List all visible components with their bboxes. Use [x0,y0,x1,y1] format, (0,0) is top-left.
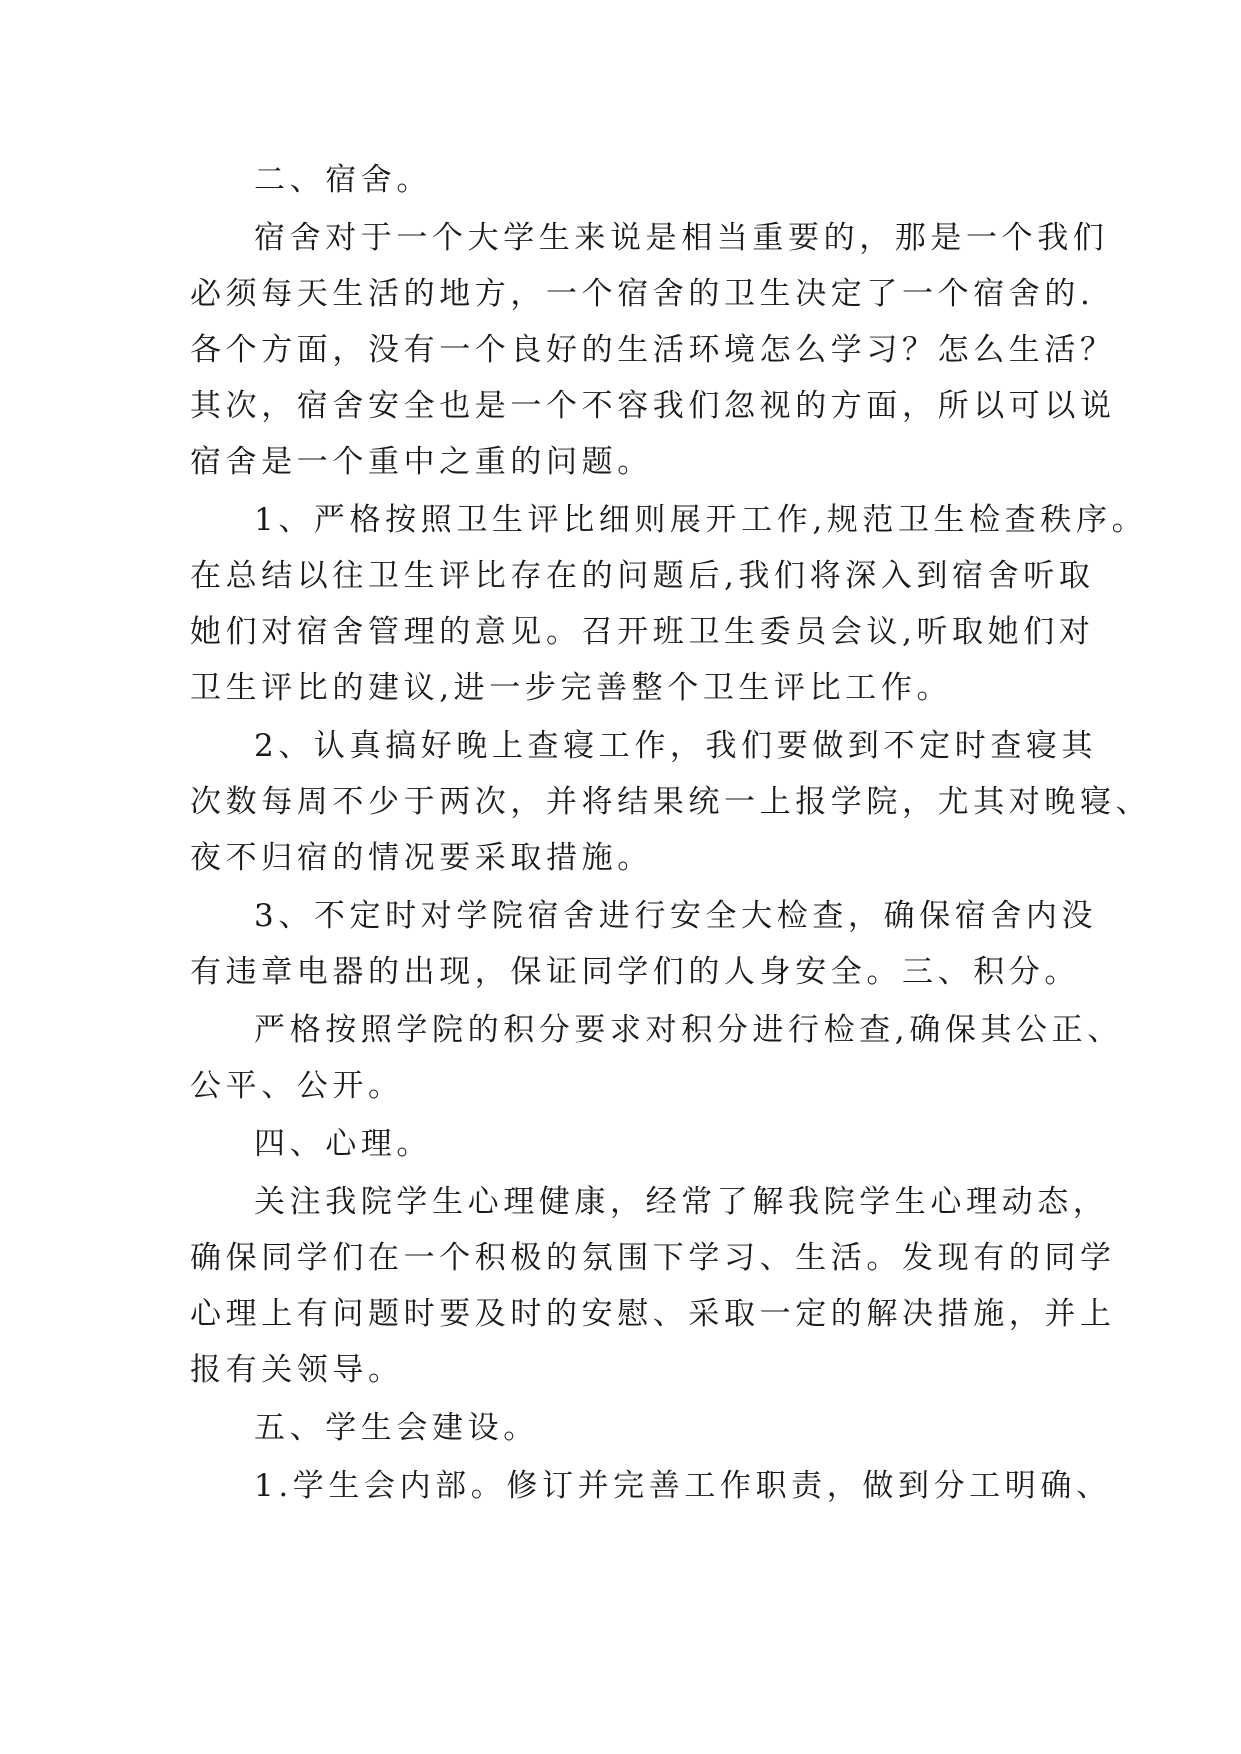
list-item-line: 3、不定时对学院宿舍进行安全大检查，确保宿舍内没 [254,898,1098,934]
list-item-line: 2、认真搞好晚上查寝工作，我们要做到不定时查寝其 [254,728,1098,764]
list-item-line: 1、严格按照卫生评比细则展开工作,规范卫生检查秩序。 [254,502,1148,538]
paragraph-line: 有违章电器的出现，保证同学们的人身安全。三、积分。 [190,954,1080,990]
paragraph-line: 其次，宿舍安全也是一个不容我们忽视的方面，所以可以说 [190,388,1116,424]
paragraph-line: 各个方面，没有一个良好的生活环境怎么学习？怎么生活？ [190,332,1116,368]
paragraph-line: 夜不归宿的情况要采取措施。 [190,840,653,876]
paragraph-line: 必须每天生活的地方，一个宿舍的卫生决定了一个宿舍的. [190,276,1095,312]
paragraph-line: 心理上有问题时要及时的安慰、采取一定的解决措施，并上 [190,1296,1116,1332]
paragraph-line: 报有关领导。 [190,1352,404,1388]
paragraph-line: 确保同学们在一个积极的氛围下学习、生活。发现有的同学 [190,1240,1116,1276]
paragraph-line: 卫生评比的建议,进一步完善整个卫生评比工作。 [190,670,953,706]
paragraph-line: 宿舍是一个重中之重的问题。 [190,444,653,480]
paragraph-line: 次数每周不少于两次，并将结果统一上报学院，尤其对晚寝、 [190,784,1152,820]
paragraph-line: 公平、公开。 [190,1068,404,1104]
paragraph-line: 在总结以往卫生评比存在的问题后,我们将深入到宿舍听取 [190,558,1095,594]
paragraph-line: 她们对宿舍管理的意见。召开班卫生委员会议,听取她们对 [190,614,1095,650]
list-item-line: 1.学生会内部。修订并完善工作职责，做到分工明确、 [254,1468,1112,1504]
paragraph-line: 严格按照学院的积分要求对积分进行检查,确保其公正、 [254,1012,1123,1048]
section-heading-dormitory: 二、宿舍。 [254,162,432,198]
paragraph-line: 宿舍对于一个大学生来说是相当重要的，那是一个我们 [254,220,1109,256]
paragraph-line: 关注我院学生心理健康，经常了解我院学生心理动态， [254,1184,1109,1220]
section-heading-student-union: 五、学生会建设。 [254,1410,539,1446]
section-heading-psychology: 四、心理。 [254,1126,432,1162]
